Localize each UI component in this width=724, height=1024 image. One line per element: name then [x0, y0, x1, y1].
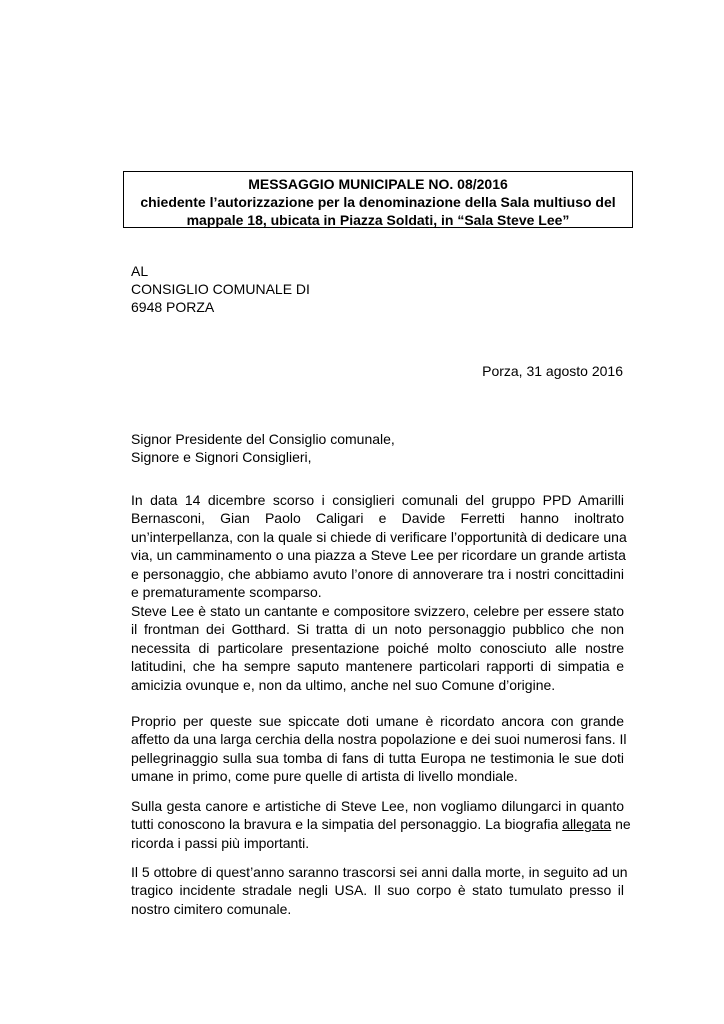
paragraph-5: [131, 863, 628, 918]
paragraph-line: un’interpellanza, con la quale si chiede di verificare l’opportunità di dedicare una: [131, 528, 627, 545]
paragraph-line: nostro cimitero comunale.: [131, 900, 292, 917]
message-number: MESSAGGIO MUNICIPALE NO. 08/2016: [248, 176, 508, 192]
paragraph-2: [131, 602, 624, 694]
message-title-box: [123, 171, 633, 228]
paragraph-line: via, un camminamento o una piazza a Steve Lee per ricordare un grande artista: [131, 547, 626, 564]
letter-date: Porza, 31 agosto 2016: [482, 363, 623, 379]
paragraph-text: ne: [611, 816, 631, 833]
paragraph-line: Il 5 ottobre di quest’anno saranno trascorsi sei anni dalla morte, in seguito ad un: [131, 864, 628, 880]
paragraph-line: Steve Lee è stato un cantante e compositore svizzero, celebre per essere stato: [131, 603, 624, 619]
recipient-address: [131, 262, 310, 316]
salutation: [131, 430, 395, 466]
paragraph-line: Proprio per queste sue spiccate doti umane è ricordato ancora con grande: [131, 713, 624, 729]
paragraph-text: tutti conoscono la bravura e la simpatia del personaggio. La biografia: [131, 816, 563, 833]
paragraph-line: necessita di particolare presentazione poiché molto conosciuto alle nostre: [131, 639, 624, 656]
paragraph-line: latitudini, che ha sempre saputo mantenere particolari rapporti di simpatia e: [131, 658, 624, 675]
paragraph-line: [131, 815, 631, 833]
recipient-line: 6948 PORZA: [131, 299, 215, 315]
message-subject-line-1: chiedente l’autorizzazione per la denominazione della Sala multiuso del: [140, 194, 616, 210]
paragraph-line: amicizia ovunque e, non da ultimo, anche nel suo Comune d’origine.: [131, 676, 556, 693]
paragraph-line: e prematuramente scomparso.: [131, 584, 322, 601]
paragraph-line: e personaggio, che abbiamo avuto l’onore di annoverare tra i nostri concittadini: [131, 565, 624, 582]
paragraph-line: ricorda i passi più importanti.: [131, 834, 310, 851]
attachment-link[interactable]: allegata: [562, 816, 612, 833]
salutation-line: Signore e Signori Consiglieri,: [131, 449, 312, 465]
paragraph-line: umane in primo, come pure quelle di artista di livello mondiale.: [131, 768, 518, 785]
paragraph-line: pellegrinaggio sulla sua tomba di fans di tutta Europa ne testimonia le sue doti: [131, 749, 624, 766]
paragraph-line: In data 14 dicembre scorso i consiglieri comunali del gruppo PPD Amarilli: [131, 492, 624, 508]
paragraph-1: [131, 491, 627, 601]
recipient-line: AL: [131, 263, 149, 279]
message-subject-line-2: mappale 18, ubicata in Piazza Soldati, in “Sala Steve Lee”: [186, 212, 570, 228]
paragraph-line: affetto da una larga cerchia della nostra popolazione e dei suoi numerosi fans. Il: [131, 731, 627, 748]
paragraph-line: Bernasconi, Gian Paolo Caligari e Davide Ferretti hanno inoltrato: [131, 510, 624, 527]
paragraph-4: [131, 797, 631, 852]
recipient-line: CONSIGLIO COMUNALE DI: [131, 281, 310, 297]
paragraph-line: il frontman dei Gotthard. Si tratta di un noto personaggio pubblico che non: [131, 621, 624, 638]
salutation-line: Signor Presidente del Consiglio comunale,: [131, 431, 395, 447]
paragraph-3: [131, 712, 627, 786]
paragraph-line: tragico incidente stradale negli USA. Il suo corpo è stato tumulato presso il: [131, 882, 624, 899]
paragraph-line: Sulla gesta canore e artistiche di Steve Lee, non vogliamo dilungarci in quanto: [131, 798, 624, 814]
